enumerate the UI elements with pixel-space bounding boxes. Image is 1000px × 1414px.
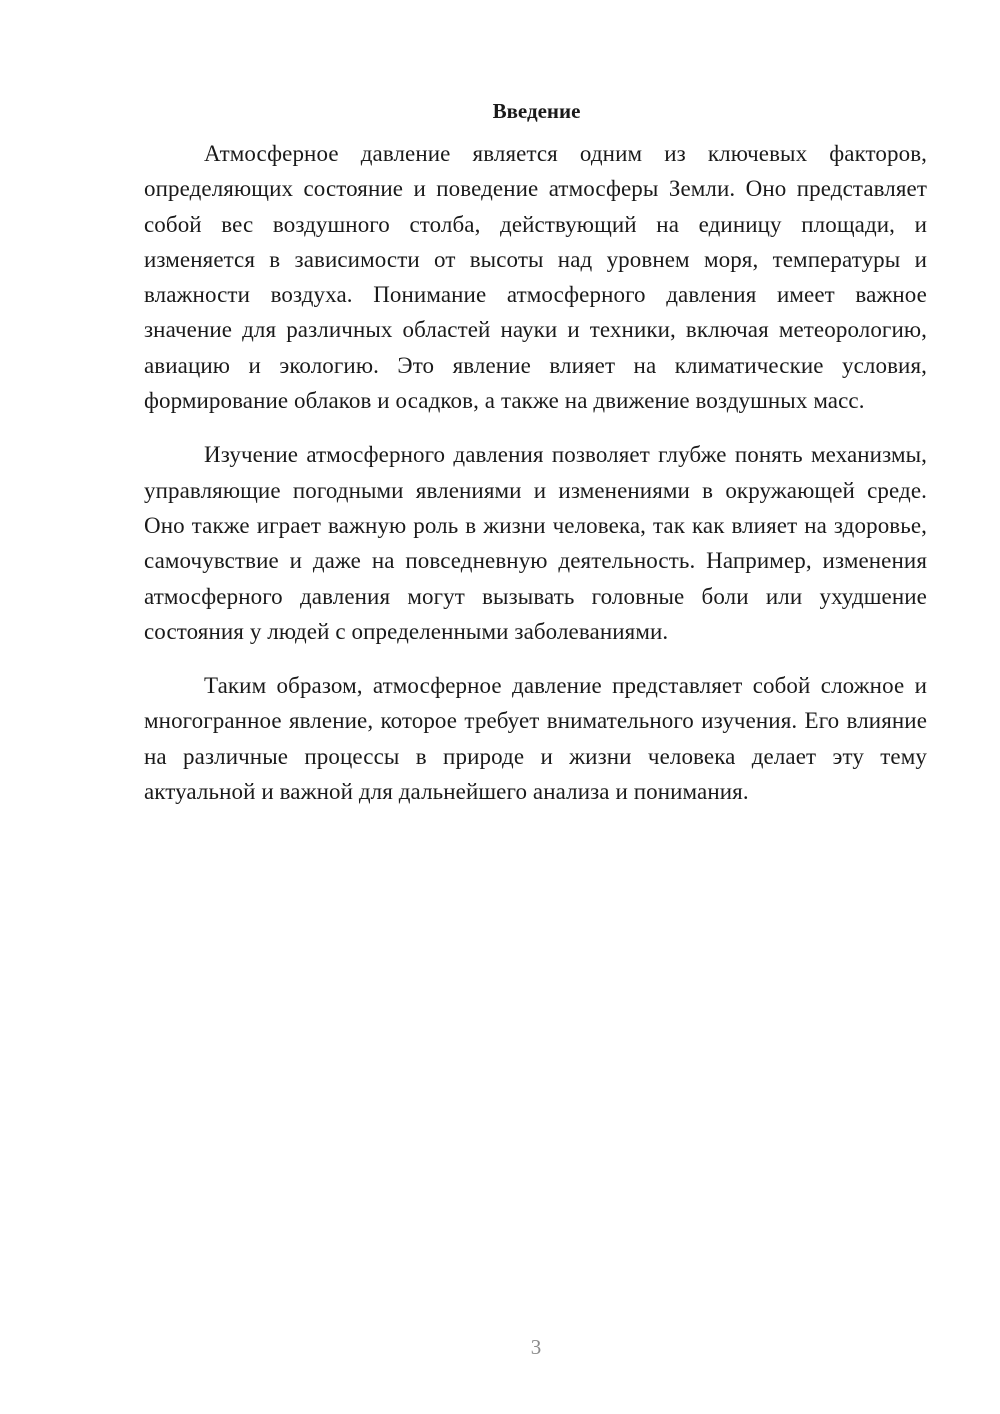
page-number: 3 <box>530 1335 542 1359</box>
section-title: Введение <box>492 99 581 123</box>
page-content <box>144 96 927 828</box>
paragraph-2: Изучение атмосферного давления позволяет глубже понять механизмы, управляющие погодными явлениями и изменениями в окружающей среде. Оно также играет важную роль в жизни человека, так как влияет на здоровье, самочувствие и даже на повседневную деятельность. Например, изменения атмосферного давления могут вызывать головные боли или ухудшение состояния у людей с определенными заболеваниями. <box>144 442 927 644</box>
paragraph-3: Таким образом, атмосферное давление представляет собой сложное и многогранное явление, которое требует внимательного изучения. Его влияние на различные процессы в природе и жизни человека делает эту тему актуальной и важной для дальнейшего анализа и понимания. <box>144 673 927 805</box>
paragraph-1: Атмосферное давление является одним из ключевых факторов, определяющих состояние и поведение атмосферы Земли. Оно представляет собой вес воздушного столба, действующий на единицу площади, и изменяется в зависимости от высоты над уровнем моря, температуры и влажности воздуха. Понимание атмосферного давления имеет важное значение для различных областей науки и техники, включая метеорологию, авиацию и экологию. Это явление влияет на климатические условия, формирование облаков и осадков, а также на движение воздушных масс. <box>144 141 927 414</box>
